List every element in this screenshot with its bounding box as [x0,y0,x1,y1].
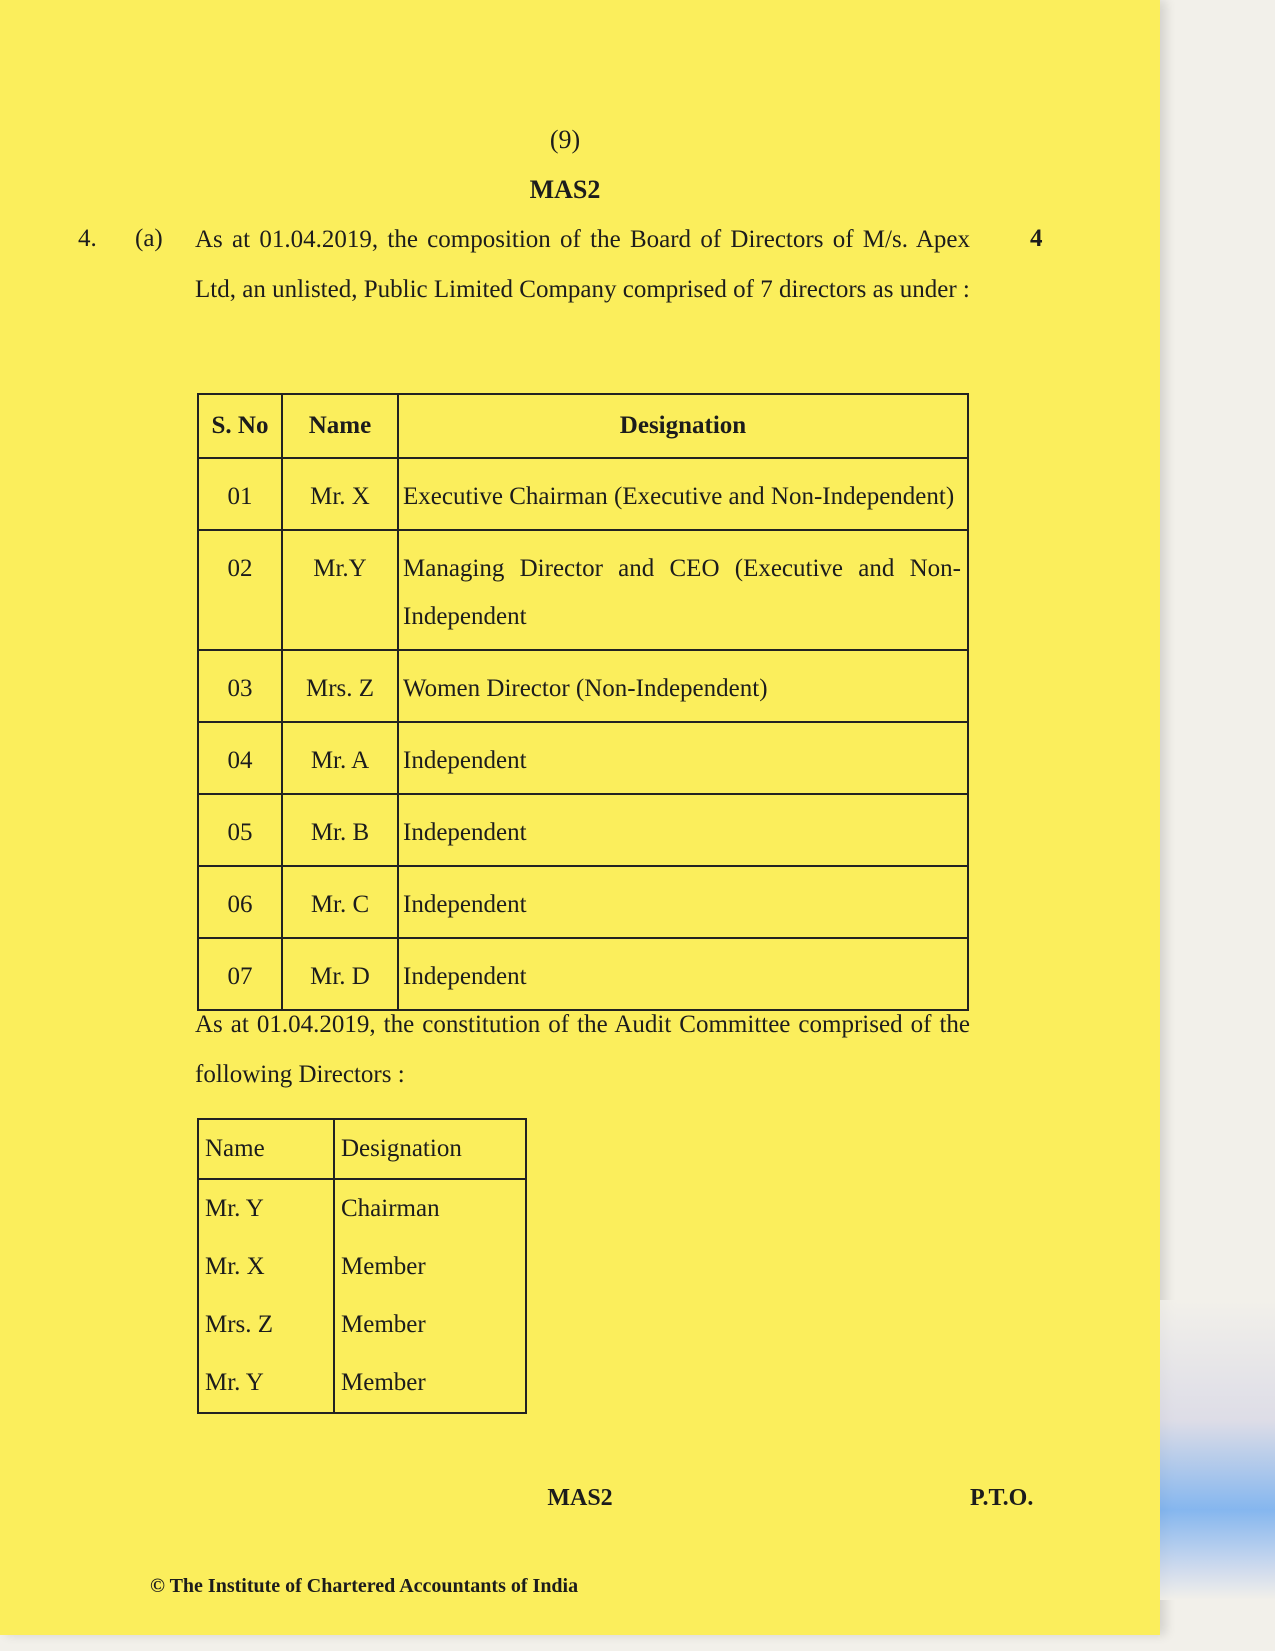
cell-name: Mr.Y [282,530,398,650]
header-name: Name [282,394,398,458]
cell-designation: Member [334,1296,526,1354]
cell-designation: Women Director (Non-Independent) [398,650,968,722]
cell-name: Mrs. Z [198,1296,334,1354]
cell-sno: 05 [198,794,282,866]
cell-designation: Member [334,1354,526,1413]
table-row [198,722,968,794]
cell-name: Mr. X [198,1238,334,1296]
header-sno: S. No [198,394,282,458]
table-row [198,1296,526,1354]
question-intro: As at 01.04.2019, the composition of the Board of Directors of M/s. Apex Ltd, an unlisted, Public Limited Company comprised of 7 directors as under : [195,226,970,303]
cell-sno: 06 [198,866,282,938]
cell-designation: Managing Director and CEO (Executive and Non-Independent [398,530,968,650]
pto-label: P.T.O. [970,1485,1034,1511]
table-row [198,1238,526,1296]
cell-name: Mr. Y [198,1179,334,1238]
cell-sno: 04 [198,722,282,794]
cell-sno: 02 [198,530,282,650]
cell-name: Mr. Y [198,1354,334,1413]
question-number: 4. [78,225,97,252]
cell-name: Mrs. Z [282,650,398,722]
cell-designation: Member [334,1238,526,1296]
cell-sno: 01 [198,458,282,530]
cell-designation: Independent [398,722,968,794]
paper-code-footer: MAS2 [547,1485,613,1511]
paper-code-header: MAS2 [529,175,601,204]
table-row [198,866,968,938]
board-of-directors-table [197,393,969,1011]
question-marks: 4 [1030,225,1043,252]
table-header-row [198,1119,526,1179]
cell-designation: Executive Chairman (Executive and Non-Independent) [398,458,968,530]
cell-name: Mr. D [282,938,398,1010]
cell-designation: Chairman [334,1179,526,1238]
table-row [198,794,968,866]
question-part: (a) [135,225,163,252]
copyright-notice: © The Institute of Chartered Accountants of India [150,1575,579,1597]
table-row [198,458,968,530]
header-designation: Designation [398,394,968,458]
table-row [198,650,968,722]
cell-name: Mr. X [282,458,398,530]
cell-designation: Independent [398,938,968,1010]
cell-name: Mr. C [282,866,398,938]
audit-committee-table [197,1118,527,1414]
header-designation: Designation [334,1119,526,1179]
cell-sno: 03 [198,650,282,722]
table-row [198,1179,526,1238]
table-row [198,530,968,650]
cell-designation: Independent [398,866,968,938]
header-name: Name [198,1119,334,1179]
scan-edge-artifact [1160,1300,1275,1600]
cell-name: Mr. B [282,794,398,866]
cell-designation: Independent [398,794,968,866]
table-row [198,1354,526,1413]
audit-committee-intro: As at 01.04.2019, the constitution of the Audit Committee comprised of the following Directors : [195,1011,970,1088]
table-header-row [198,394,968,458]
page-number: (9) [549,125,581,154]
cell-sno: 07 [198,938,282,1010]
cell-name: Mr. A [282,722,398,794]
